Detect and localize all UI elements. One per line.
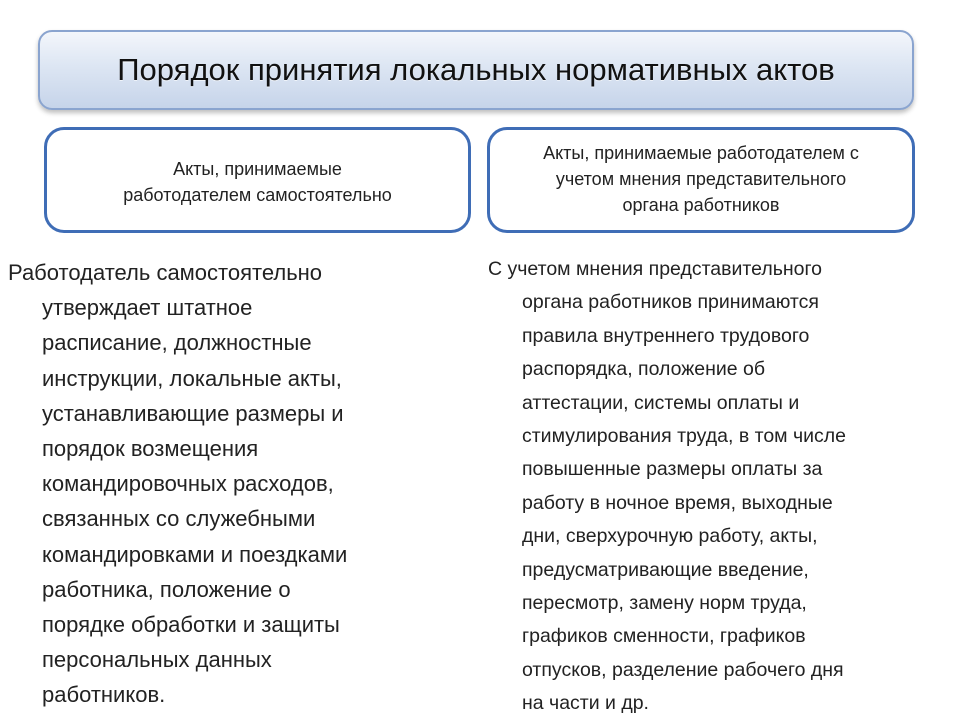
right-column-text: С учетом мнения представительного органа работников принимаются правила внутреннего трудового распорядка, положение об аттестации, системы оплаты и стимулирования труда, в том числе повышенные размеры оплаты за работу в ночное время, выходные дни, сверхурочную работу, акты, предусматривающие введение, пересмотр, замену норм труда, графиков сменности, графиков отпусков, разделение рабочего дня на части и др. (488, 258, 847, 715)
category-box-consulted-acts (487, 127, 915, 233)
title-box (38, 30, 914, 110)
left-column-text: Работодатель самостоятельно утверждает штатное расписание, должностные инструкции, локальные акты, устанавливающие размеры и порядок возмещения командировочных расходов, связанных со служебными командировками и поездками работника, положение о порядке обработки и защиты персональных данных работников. (8, 260, 348, 708)
category-label-consulted-acts: Акты, принимаемые работодателем с учетом мнения представительного органа работников (543, 143, 859, 215)
category-box-independent-acts (44, 127, 471, 233)
category-label-independent-acts: Акты, принимаемые работодателем самостоятельно (123, 159, 392, 205)
slide-title: Порядок принятия локальных нормативных актов (117, 52, 835, 87)
